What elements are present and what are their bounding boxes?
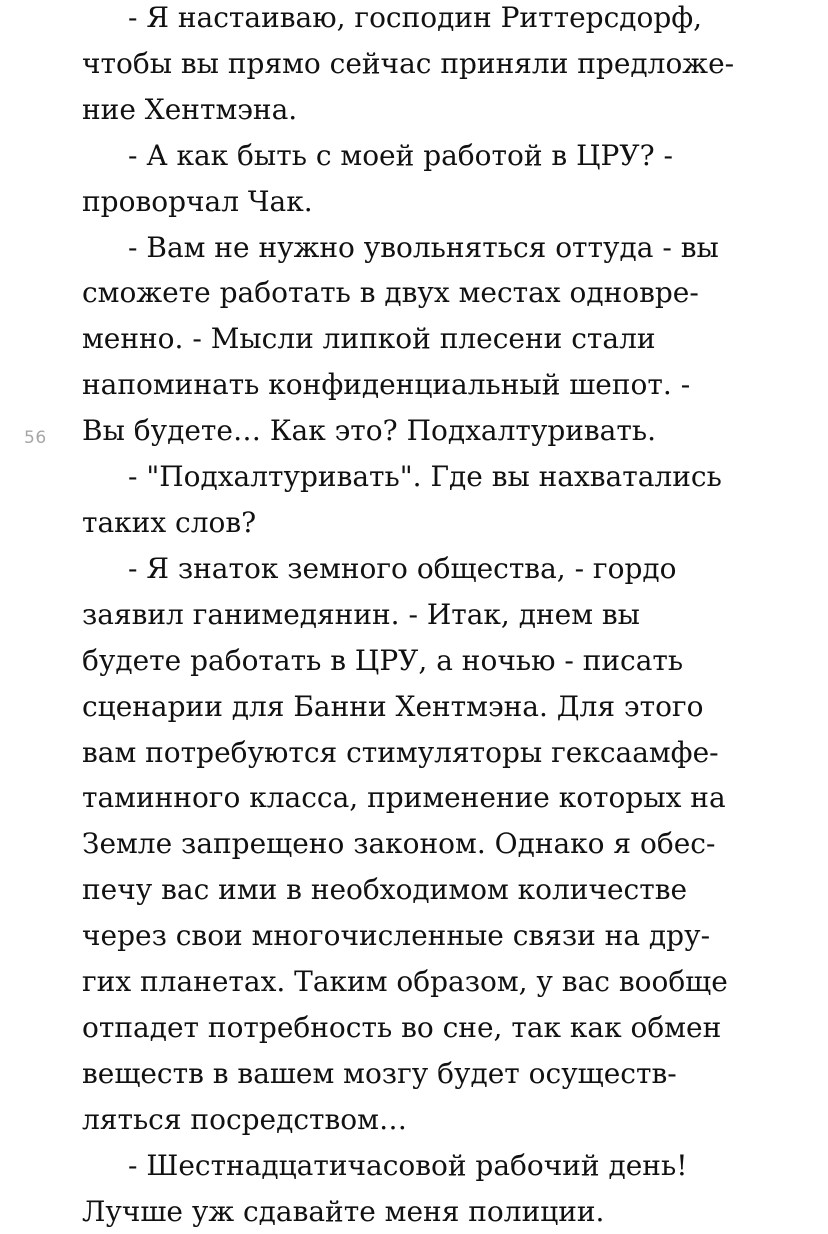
paragraph [82, 546, 742, 1143]
text-line: проворчал Чак. [82, 184, 313, 218]
text-line: Лучше уж сдавайте меня полиции. [82, 1194, 605, 1228]
text-line: отпадет потребность во сне, так как обмен [82, 1010, 722, 1044]
text-line: Земле запрещено законом. Однако я обес- [82, 827, 716, 861]
text-column [82, 0, 742, 1234]
text-line: веществ в вашем мозгу будет осуществ- [82, 1056, 677, 1090]
page-number: 56 [24, 428, 47, 448]
text-line: ние Хентмэна. [82, 92, 298, 126]
paragraph [82, 0, 742, 133]
text-line: таминного класса, применение которых на [82, 781, 726, 815]
paragraph [82, 225, 742, 455]
text-line: - Я настаиваю, господин Риттерсдорф, [128, 1, 703, 34]
text-line: печу вас ими в необходимом количестве [82, 873, 688, 907]
paragraph [82, 1143, 742, 1234]
text-line: - Шестнадцатичасовой рабочий день! [128, 1148, 688, 1182]
text-line: - "Подхалтуривать". Где вы нахватались [128, 460, 722, 494]
text-line: напоминать конфиденциальный шепот. - [82, 368, 691, 402]
text-line: гих планетах. Таким образом, у вас вообще [82, 965, 728, 999]
text-line: сможете работать в двух местах одновре- [82, 276, 699, 310]
text-line: менно. - Мысли липкой плесени стали [82, 322, 656, 356]
text-line: вам потребуются стимуляторы гексаамфе- [82, 735, 719, 769]
text-line: - А как быть с моей работой в ЦРУ? - [128, 138, 673, 172]
text-line: Вы будете… Как это? Подхалтуривать. [82, 414, 656, 448]
text-line: таких слов? [82, 505, 257, 539]
text-line: заявил ганимедянин. - Итак, днем вы [82, 597, 640, 631]
text-line: - Вам не нужно увольняться оттуда - вы [128, 230, 719, 264]
text-line: - Я знаток земного общества, - гордо [128, 551, 677, 585]
text-line: сценарии для Банни Хентмэна. Для этого [82, 689, 704, 723]
paragraph [82, 133, 742, 225]
text-line: будете работать в ЦРУ, а ночью - писать [82, 643, 684, 677]
text-line: чтобы вы прямо сейчас приняли предложе- [82, 46, 735, 80]
paragraph [82, 454, 742, 546]
text-line: ляться посредством… [82, 1102, 407, 1136]
text-line: через свои многочисленные связи на дру- [82, 919, 711, 953]
